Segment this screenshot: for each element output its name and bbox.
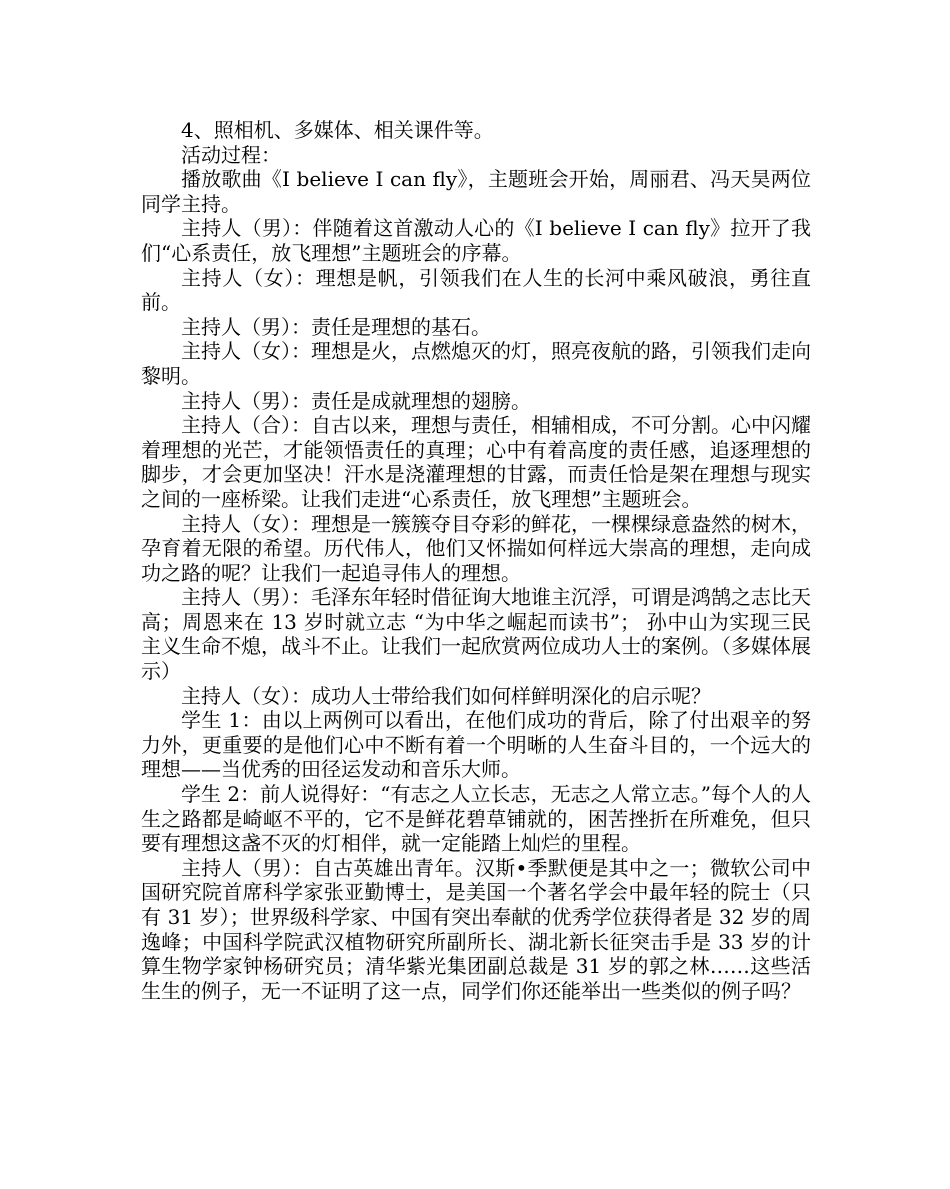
paragraph: 主持人（男）：伴随着这首激动人心的《I believe I can fly》拉开了我们“心系责任，放飞理想”主题班会的序幕。 xyxy=(141,216,811,265)
paragraph: 主持人（合）：自古以来，理想与责任，相辅相成，不可分割。心中闪耀着理想的光芒，才能领悟责任的真理；心中有着高度的责任感，追逐理想的脚步，才会更加坚决！汗水是浇灌理想的甘露，而责任恰是架在理想与现实之间的一座桥梁。让我们走进“心系责任，放飞理想”主题班会。 xyxy=(141,413,811,511)
paragraph: 主持人（女）：理想是帆，引领我们在人生的长河中乘风破浪，勇往直前。 xyxy=(141,265,811,315)
paragraph: 主持人（男）：毛泽东年轻时借征询大地谁主沉浮，可谓是鸿鹄之志比天高；周恩来在 13 岁时就立志 “为中华之崛起而读书”； 孙中山为实现三民主义生命不熄，战斗不止。让我们一起欣赏两位成功人士的案例。（多媒体展示） xyxy=(141,585,811,684)
paragraph: 主持人（男）：责任是成就理想的翅膀。 xyxy=(181,388,531,413)
paragraph: 主持人（男）：自古英雄出青年。汉斯•季默便是其中之一；微软公司中国研究院首席科学家张亚勤博士，是美国一个著名学会中最年轻的院士（只有 31 岁）；世界级科学家、中国有突出奉献的优秀学位获得者是 32 岁的周逸峰；中国科学院武汉植物研究所副所长、湖北新长征突击手是 33 岁的计算生物学家钟杨研究员；清华紫光集团副总裁是 31 岁的郭之林……这些活生生的例子，无一不证明了这一点，同学们你还能举出一些类似的例子吗？ xyxy=(141,855,811,1003)
paragraph: 学生 2：前人说得好：“有志之人立长志，无志之人常立志。”每个人的人生之路都是崎岖不平的，它不是鲜花碧草铺就的，困苦挫折在所难免，但只要有理想这盏不灭的灯相伴，就一定能踏上灿烂的里程。 xyxy=(141,782,811,856)
paragraph: 主持人（女）：理想是一簇簇夺目夺彩的鲜花，一棵棵绿意盎然的树木，孕育着无限的希望。历代伟人，他们又怀揣如何样远大崇高的理想，走向成功之路的呢？让我们一起追寻伟人的理想。 xyxy=(141,511,811,585)
paragraph: 学生 1：由以上两例可以看出，在他们成功的背后，除了付出艰辛的努力外，更重要的是他们心中不断有着一个明晰的人生奋斗目的，一个远大的理想——当优秀的田径运发动和音乐大师。 xyxy=(141,708,811,782)
paragraph: 主持人（女）：成功人士带给我们如何样鲜明深化的启示呢？ xyxy=(181,683,711,708)
paragraph: 主持人（男）：责任是理想的基石。 xyxy=(181,314,491,339)
document-body xyxy=(141,118,811,1003)
paragraph: 播放歌曲《I believe I can fly》，主题班会开始，周丽君、冯天昊两位同学主持。 xyxy=(141,167,811,216)
paragraph: 活动过程： xyxy=(181,142,281,167)
paragraph: 主持人（女）：理想是火，点燃熄灭的灯，照亮夜航的路，引领我们走向黎明。 xyxy=(141,339,811,388)
paragraph: 4、照相机、多媒体、相关课件等。 xyxy=(181,118,494,142)
